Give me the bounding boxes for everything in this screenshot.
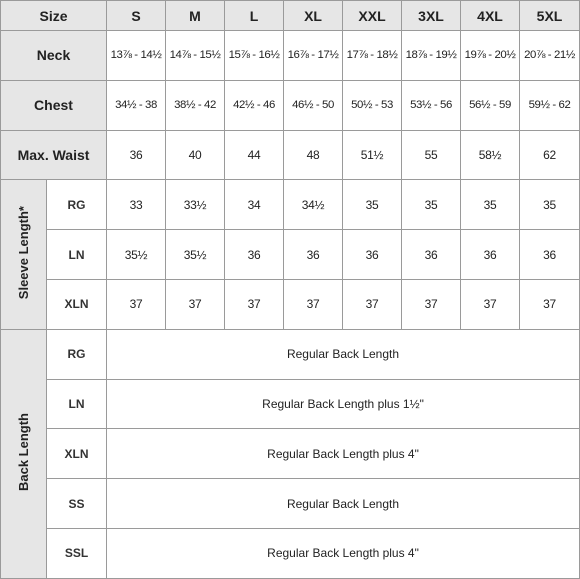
neck-row	[1, 31, 580, 81]
sleeve-value: 37	[520, 279, 580, 329]
neck-label: Neck	[1, 31, 107, 81]
back-length-value: Regular Back Length plus 4"	[107, 528, 580, 578]
sleeve-value: 36	[402, 230, 461, 280]
back-length-label: Back Length	[16, 413, 31, 492]
sleeve-value: 37	[402, 279, 461, 329]
chest-row	[1, 80, 580, 130]
size-header-cell: L	[225, 1, 284, 31]
size-header-cell: 4XL	[461, 1, 520, 31]
sleeve-value: 35	[402, 180, 461, 230]
sleeve-row	[1, 180, 580, 230]
sleeve-value: 37	[461, 279, 520, 329]
sleeve-length-label: Sleeve Length*	[16, 206, 31, 300]
waist-label: Max. Waist	[1, 130, 107, 180]
back-length-value: Regular Back Length	[107, 329, 580, 379]
size-header-cell: XXL	[343, 1, 402, 31]
back-length-row	[1, 379, 580, 429]
back-length-sub-label: XLN	[47, 429, 107, 479]
neck-value: 18⅞ - 19½	[402, 31, 461, 81]
chest-value: 34½ - 38	[107, 80, 166, 130]
sleeve-value: 37	[343, 279, 402, 329]
chest-value: 53½ - 56	[402, 80, 461, 130]
sleeve-value: 35	[343, 180, 402, 230]
neck-value: 17⅞ - 18½	[343, 31, 402, 81]
sleeve-value: 36	[225, 230, 284, 280]
back-length-value: Regular Back Length plus 4"	[107, 429, 580, 479]
sleeve-sub-label: RG	[47, 180, 107, 230]
sleeve-length-group-label	[1, 180, 47, 329]
sleeve-value: 34	[225, 180, 284, 230]
waist-row	[1, 130, 580, 180]
back-length-row	[1, 429, 580, 479]
waist-value: 40	[166, 130, 225, 180]
sleeve-value: 33½	[166, 180, 225, 230]
chest-label: Chest	[1, 80, 107, 130]
size-header-cell: 5XL	[520, 1, 580, 31]
sleeve-sub-label: LN	[47, 230, 107, 280]
size-header-cell: 3XL	[402, 1, 461, 31]
sleeve-value: 36	[461, 230, 520, 280]
back-length-sub-label: LN	[47, 379, 107, 429]
sleeve-row	[1, 279, 580, 329]
sleeve-value: 36	[520, 230, 580, 280]
header-row	[1, 1, 580, 31]
chest-value: 38½ - 42	[166, 80, 225, 130]
back-length-value: Regular Back Length plus 1½"	[107, 379, 580, 429]
sleeve-value: 35	[520, 180, 580, 230]
chest-value: 50½ - 53	[343, 80, 402, 130]
sleeve-value: 37	[107, 279, 166, 329]
neck-value: 14⅞ - 15½	[166, 31, 225, 81]
back-length-row	[1, 479, 580, 529]
waist-value: 55	[402, 130, 461, 180]
chest-value: 59½ - 62	[520, 80, 580, 130]
waist-value: 44	[225, 130, 284, 180]
neck-value: 13⅞ - 14½	[107, 31, 166, 81]
back-length-group-label	[1, 329, 47, 578]
back-length-value: Regular Back Length	[107, 479, 580, 529]
size-header-cell: XL	[284, 1, 343, 31]
back-length-sub-label: SS	[47, 479, 107, 529]
waist-value: 36	[107, 130, 166, 180]
waist-value: 48	[284, 130, 343, 180]
size-header-label: Size	[1, 1, 107, 31]
sleeve-value: 34½	[284, 180, 343, 230]
sleeve-value: 37	[284, 279, 343, 329]
size-header-cell: S	[107, 1, 166, 31]
sleeve-sub-label: XLN	[47, 279, 107, 329]
neck-value: 15⅞ - 16½	[225, 31, 284, 81]
sleeve-value: 37	[166, 279, 225, 329]
back-length-row	[1, 528, 580, 578]
chest-value: 46½ - 50	[284, 80, 343, 130]
back-length-sub-label: RG	[47, 329, 107, 379]
waist-value: 62	[520, 130, 580, 180]
sleeve-value: 35	[461, 180, 520, 230]
neck-value: 20⅞ - 21½	[520, 31, 580, 81]
neck-value: 16⅞ - 17½	[284, 31, 343, 81]
sleeve-value: 36	[284, 230, 343, 280]
back-length-sub-label: SSL	[47, 528, 107, 578]
sleeve-value: 35½	[107, 230, 166, 280]
sleeve-value: 35½	[166, 230, 225, 280]
waist-value: 58½	[461, 130, 520, 180]
sleeve-value: 36	[343, 230, 402, 280]
size-header-cell: M	[166, 1, 225, 31]
sleeve-value: 33	[107, 180, 166, 230]
back-length-row	[1, 329, 580, 379]
chest-value: 56½ - 59	[461, 80, 520, 130]
sleeve-value: 37	[225, 279, 284, 329]
chest-value: 42½ - 46	[225, 80, 284, 130]
neck-value: 19⅞ - 20½	[461, 31, 520, 81]
waist-value: 51½	[343, 130, 402, 180]
sleeve-row	[1, 230, 580, 280]
